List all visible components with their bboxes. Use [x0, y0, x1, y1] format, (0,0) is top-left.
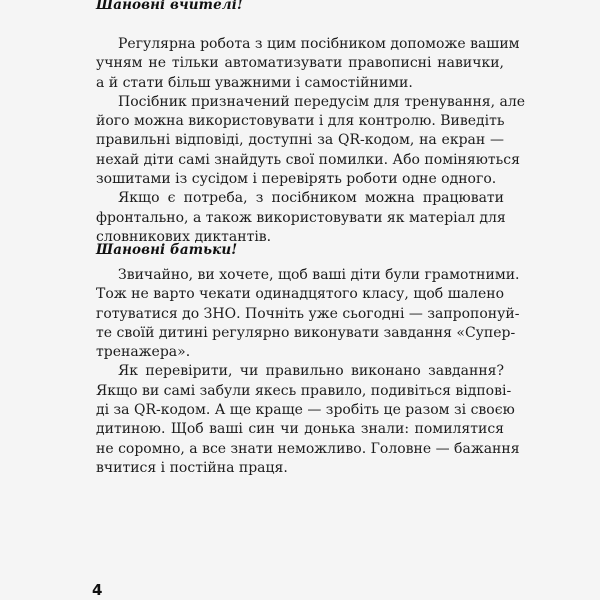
text-line: учням не тільки автоматизувати правописні навички, [96, 55, 504, 72]
page-number: 4 [92, 581, 103, 599]
text-line: Регулярна робота з цим посібником допоможе вашим [118, 36, 520, 52]
text-line: вчитися і постійна праця. [96, 459, 288, 476]
text-line: те своїй дитині регулярно виконувати завдання «Супер- [96, 324, 516, 341]
text-line: готуватися до ЗНО. Почніть уже сьогодні — запропонуй- [96, 305, 520, 322]
text-line: Звичайно, ви хочете, щоб ваші діти були грамотними. [118, 267, 520, 283]
text-line: нехай діти самі знайдуть свої помилки. Або поміняються [96, 151, 520, 168]
text-line: не соромно, а все знати неможливо. Головне — бажання [96, 440, 520, 457]
parents-paragraph-1 [96, 266, 520, 362]
text-line: дитиною. Щоб ваші син чи донька знали: помилятися [96, 421, 504, 438]
text-line: Посібник призначений передусім для тренування, але [118, 93, 526, 110]
teachers-paragraph-1 [96, 35, 520, 93]
text-line: Як перевірити, чи правильно виконано завдання? [118, 363, 504, 380]
text-line: правильні відповіді, доступні за QR-кодом, на екран — [96, 132, 504, 149]
teachers-paragraph-2 [96, 93, 526, 189]
text-line: його можна використовувати і для контролю. Виведіть [96, 113, 505, 130]
text-line: Якщо ви самі забули якесь правило, подивіться відпові- [96, 382, 512, 399]
text-line: ді за QR-кодом. А ще краще — зробіть це разом зі своєю [96, 402, 515, 419]
text-line: а й стати більш уважними і самостійними. [96, 74, 413, 91]
text-line: словникових диктантів. [96, 228, 272, 245]
teachers-paragraph-3 [96, 189, 504, 247]
parents-section [96, 266, 520, 478]
text-line: Якщо є потреба, з посібником можна працювати [118, 190, 504, 207]
teachers-heading: Шановні вчителі! [96, 0, 243, 13]
parents-heading: Шановні батьки! [96, 242, 238, 258]
text-line: зошитами із сусідом і перевірять роботи одне одного. [96, 171, 497, 188]
teachers-section [96, 35, 526, 247]
text-line: тренажера». [96, 344, 191, 361]
text-line: фронтально, а також використовувати як матеріал для [96, 209, 506, 226]
text-line: Тож не варто чекати одинадцятого класу, щоб шалено [96, 286, 504, 303]
parents-paragraph-2 [96, 362, 520, 478]
